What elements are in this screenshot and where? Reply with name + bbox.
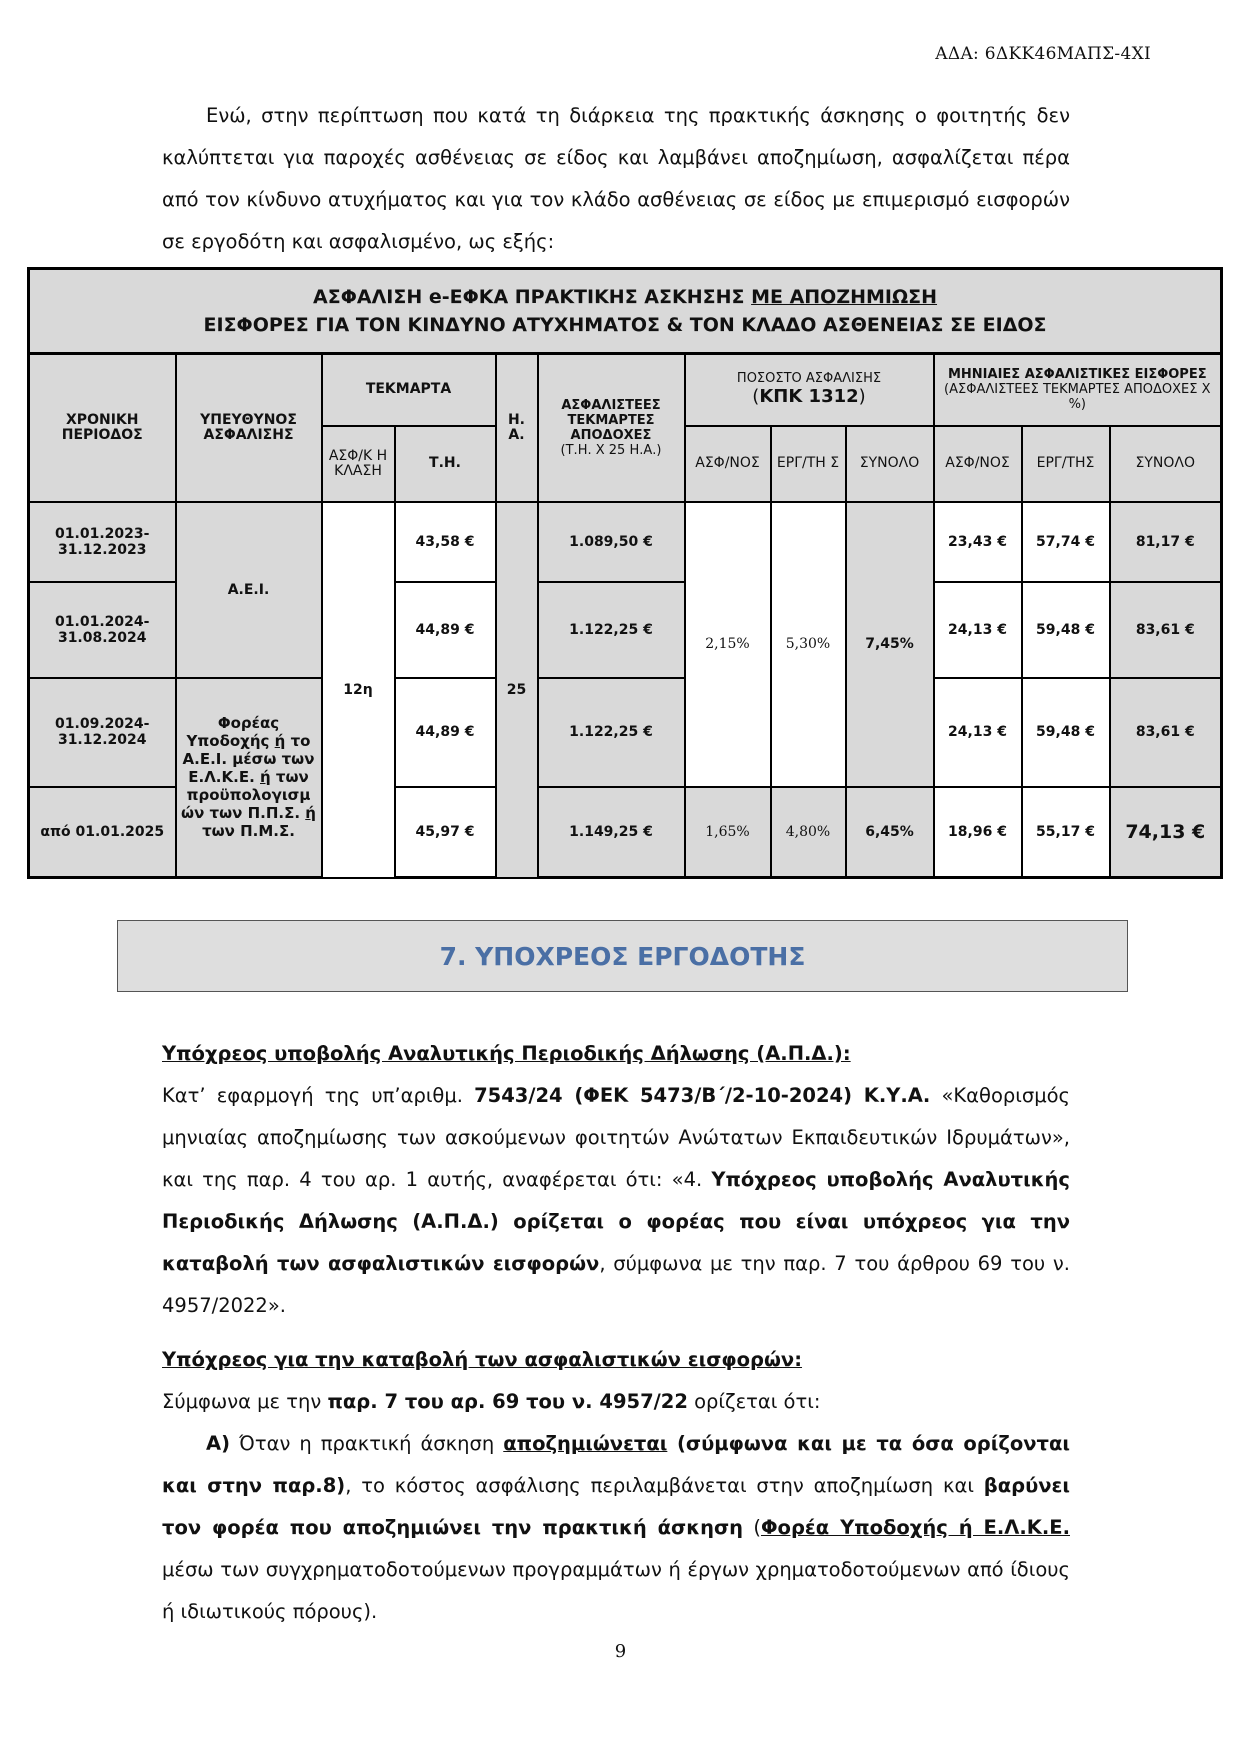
period-cell: 01.01.2023- 31.12.2023	[29, 502, 176, 582]
header-pct: ΠΟΣΟΣΤΟ ΑΣΦΑΛΙΣΗΣ (ΚΠΚ 1312)	[685, 354, 934, 426]
header-salary: ΑΣΦΑΛΙΣΤΕΕΣ ΤΕΚΜΑΡΤΕΣ ΑΠΟΔΟΧΕΣ (Τ.Η. Χ 25 Η.Α.)	[538, 354, 685, 502]
header-tekmarta: ΤΕΚΜΑΡΤΑ	[322, 354, 496, 426]
contrib-employer-cell: 57,74 €	[1022, 502, 1110, 582]
period-cell: από 01.01.2025	[29, 787, 176, 878]
responsible-foreas: Φορέας Υποδοχής ή το Α.Ε.Ι. μέσω των Ε.Λ.Κ.Ε. ή των προϋπολογισμ ών των Π.Π.Σ. ή των Π.Μ.Σ.	[176, 678, 322, 878]
header-contrib: ΜΗΝΙΑΙΕΣ ΑΣΦΑΛΙΣΤΙΚΕΣ ΕΙΣΦΟΡΕΣ (ΑΣΦΑΛΙΣΤΕΕΣ ΤΕΚΜΑΡΤΕΣ ΑΠΟΔΟΧΕΣ Χ %)	[934, 354, 1222, 426]
class-cell: 12η	[322, 502, 395, 878]
table-row	[29, 678, 1222, 787]
header-period: ΧΡΟΝΙΚΗ ΠΕΡΙΟΔΟΣ	[29, 354, 176, 502]
pct-total-cell: 7,45%	[846, 502, 934, 787]
pct-insured-cell: 1,65%	[685, 787, 771, 878]
payment-paragraph-a: Α) Όταν η πρακτική άσκηση αποζημιώνεται (σύμφωνα και με τα όσα ορίζονται και στην παρ.8), το κόστος ασφάλισης περιλαμβάνεται στην αποζημίωση και βαρύνει τον φορέα που αποζημιώνει την πρακτική άσκηση (Φορέα Υποδοχής ή Ε.Λ.Κ.Ε. μέσω των συγχρηματοδοτούμενων προγραμμάτων ή έργων χρηματοδοτούμενων από ίδιους ή ιδιωτικούς πόρους).	[162, 1432, 1070, 1623]
apd-heading: Υπόχρεος υποβολής Αναλυτικής Περιοδικής Δήλωσης (Α.Π.Δ.):	[162, 1042, 851, 1065]
page-number: 9	[614, 1641, 627, 1662]
contrib-total-cell: 74,13 €	[1110, 787, 1222, 878]
pct-total-cell: 6,45%	[846, 787, 934, 878]
th-cell: 44,89 €	[395, 678, 496, 787]
header-th: Τ.Η.	[395, 426, 496, 502]
contrib-total-cell: 83,61 €	[1110, 582, 1222, 678]
header-pct-total: ΣΥΝΟΛΟ	[846, 426, 934, 502]
th-cell: 43,58 €	[395, 502, 496, 582]
th-cell: 44,89 €	[395, 582, 496, 678]
salary-cell: 1.089,50 €	[538, 502, 685, 582]
pct-insured-cell: 2,15%	[685, 502, 771, 787]
insurance-table	[27, 267, 1223, 879]
table-row	[29, 502, 1222, 582]
table-title-row	[29, 269, 1222, 354]
salary-cell: 1.149,25 €	[538, 787, 685, 878]
apd-paragraph: Κατ’ εφαρμογή της υπ’αριθμ. 7543/24 (ΦΕΚ 5473/Β΄/2-10-2024) Κ.Υ.Α. «Καθορισμός μηνιαίας αποζημίωσης των ασκούμενων φοιτητών Ανώτατων Εκπαιδευτικών Ιδρυμάτων», και της παρ. 4 του αρ. 1 αυτής, αναφέρεται ότι: «4. Υπόχρεος υποβολής Αναλυτικής Περιοδικής Δήλωσης (Α.Π.Δ.) ορίζεται ο φορέας που είναι υπόχρεος για την καταβολή των ασφαλιστικών εισφορών, σύμφωνα με την παρ. 7 του άρθρου 69 του ν. 4957/2022».	[162, 1084, 1070, 1317]
header-contrib-total: ΣΥΝΟΛΟ	[1110, 426, 1222, 502]
pct-employer-cell: 5,30%	[771, 502, 846, 787]
contrib-employer-cell: 59,48 €	[1022, 678, 1110, 787]
table-title-line2: ΕΙΣΦΟΡΕΣ ΓΙΑ ΤΟΝ ΚΙΝΔΥΝΟ ΑΤΥΧΗΜΑΤΟΣ & ΤΟΝ ΚΛΑΔΟ ΑΣΘΕΝΕΙΑΣ ΣΕ ΕΙΔΟΣ	[203, 314, 1047, 336]
salary-cell: 1.122,25 €	[538, 678, 685, 787]
contrib-insured-cell: 24,13 €	[934, 582, 1022, 678]
intro-paragraph: Ενώ, στην περίπτωση που κατά τη διάρκεια της πρακτικής άσκησης ο φοιτητής δεν καλύπτεται για παροχές ασθένειας σε είδος και λαμβάνει αποζημίωση, ασφαλίζεται πέρα από τον κίνδυνο ατυχήματος και για τον κλάδο ασθένειας σε είδος με επιμερισμό εισφορών σε εργοδότη και ασφαλισμένο, ως εξής:	[162, 104, 1070, 253]
responsible-aei: Α.Ε.Ι.	[176, 502, 322, 678]
contrib-total-cell: 81,17 €	[1110, 502, 1222, 582]
th-cell: 45,97 €	[395, 787, 496, 878]
table-title-line1: ΑΣΦΑΛΙΣΗ e-ΕΦΚΑ ΠΡΑΚΤΙΚΗΣ ΑΣΚΗΣΗΣ ΜΕ ΑΠΟΖΗΜΙΩΣΗ	[313, 286, 938, 308]
header-pct-insured: ΑΣΦ/ΝΟΣ	[685, 426, 771, 502]
contrib-insured-cell: 18,96 €	[934, 787, 1022, 878]
section-heading: 7. ΥΠΟΧΡΕΟΣ ΕΡΓΟΔΟΤΗΣ	[117, 920, 1128, 992]
table-header-row	[29, 354, 1222, 426]
header-ha: Η. Α.	[496, 354, 538, 502]
payment-intro: Σύμφωνα με την παρ. 7 του αρ. 69 του ν. 4957/22 ορίζεται ότι:	[162, 1390, 821, 1413]
contrib-employer-cell: 55,17 €	[1022, 787, 1110, 878]
ada-code: ΑΔΑ: 6ΔΚΚ46ΜΑΠΣ-4ΧΙ	[935, 44, 1151, 64]
salary-cell: 1.122,25 €	[538, 582, 685, 678]
period-cell: 01.01.2024- 31.08.2024	[29, 582, 176, 678]
contrib-employer-cell: 59,48 €	[1022, 582, 1110, 678]
header-responsible: ΥΠΕΥΘΥΝΟΣ ΑΣΦΑΛΙΣΗΣ	[176, 354, 322, 502]
header-pct-employer: ΕΡΓ/ΤΗ Σ	[771, 426, 846, 502]
header-contrib-employer: ΕΡΓ/ΤΗΣ	[1022, 426, 1110, 502]
contrib-insured-cell: 24,13 €	[934, 678, 1022, 787]
period-cell: 01.09.2024- 31.12.2024	[29, 678, 176, 787]
header-contrib-insured: ΑΣΦ/ΝΟΣ	[934, 426, 1022, 502]
payment-heading: Υπόχρεος για την καταβολή των ασφαλιστικών εισφορών:	[162, 1348, 803, 1371]
header-class: ΑΣΦ/Κ Η ΚΛΑΣΗ	[322, 426, 395, 502]
contrib-total-cell: 83,61 €	[1110, 678, 1222, 787]
pct-employer-cell: 4,80%	[771, 787, 846, 878]
ha-cell: 25	[496, 502, 538, 878]
contrib-insured-cell: 23,43 €	[934, 502, 1022, 582]
